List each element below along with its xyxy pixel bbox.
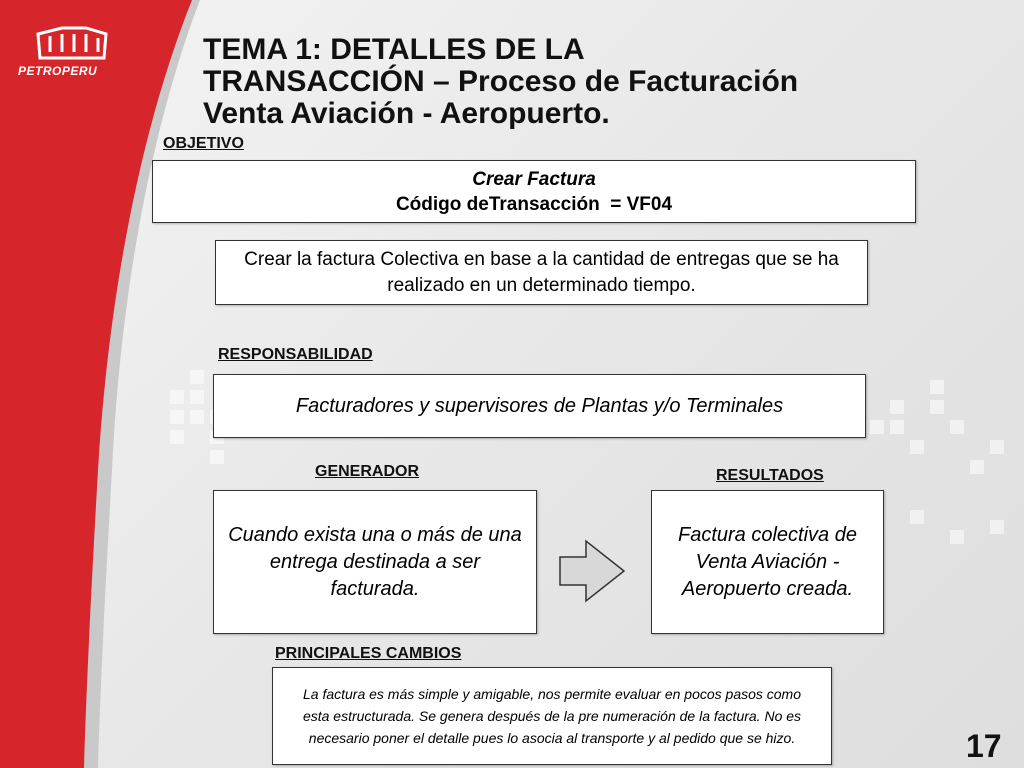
generador-text: Cuando exista una o más de una entrega destinada a ser facturada. [228, 523, 522, 600]
title-line-2: TRANSACCIÓN – Proceso de Facturación [203, 65, 799, 98]
logo-text: PETROPERU [18, 64, 98, 78]
cambios-label: PRINCIPALES CAMBIOS [275, 645, 462, 662]
cambios-text: La factura es más simple y amigable, nos permite evaluar en pocos pasos como esta estructurada. Se genera después de la pre numeración de la factura. No es necesario poner el detalle pues lo asocia al transporte y al pedido que se hizo. [302, 686, 802, 746]
page-number: 17 [966, 728, 1002, 764]
generador-label: GENERADOR [315, 463, 420, 480]
objetivo-label: OBJETIVO [163, 135, 244, 152]
resultados-text: Factura colectiva de Venta Aviación - Aeropuerto creada. [678, 523, 857, 600]
right-arrow-icon [558, 539, 628, 603]
transaction-name: Crear Factura [472, 168, 596, 190]
responsabilidad-label: RESPONSABILIDAD [218, 346, 373, 363]
resultados-label: RESULTADOS [716, 467, 824, 484]
cambios-box [272, 667, 832, 765]
generador-box [213, 490, 537, 634]
transaction-code-box [152, 160, 916, 223]
title-line-3: Venta Aviación - Aeropuerto. [203, 97, 610, 130]
objetivo-description-box [215, 240, 868, 305]
responsabilidad-box [213, 374, 866, 438]
transaction-code: Código deTransacción = VF04 [395, 193, 673, 215]
resultados-box [651, 490, 884, 634]
objetivo-description: Crear la factura Colectiva en base a la cantidad de entregas que se ha realizado en un determinado tiempo. [244, 248, 839, 296]
responsabilidad-text: Facturadores y supervisores de Plantas y/o Terminales [295, 394, 784, 417]
title-line-1: TEMA 1: DETALLES DE LA [203, 33, 585, 66]
brand-band [0, 0, 200, 768]
page-title [203, 34, 963, 130]
